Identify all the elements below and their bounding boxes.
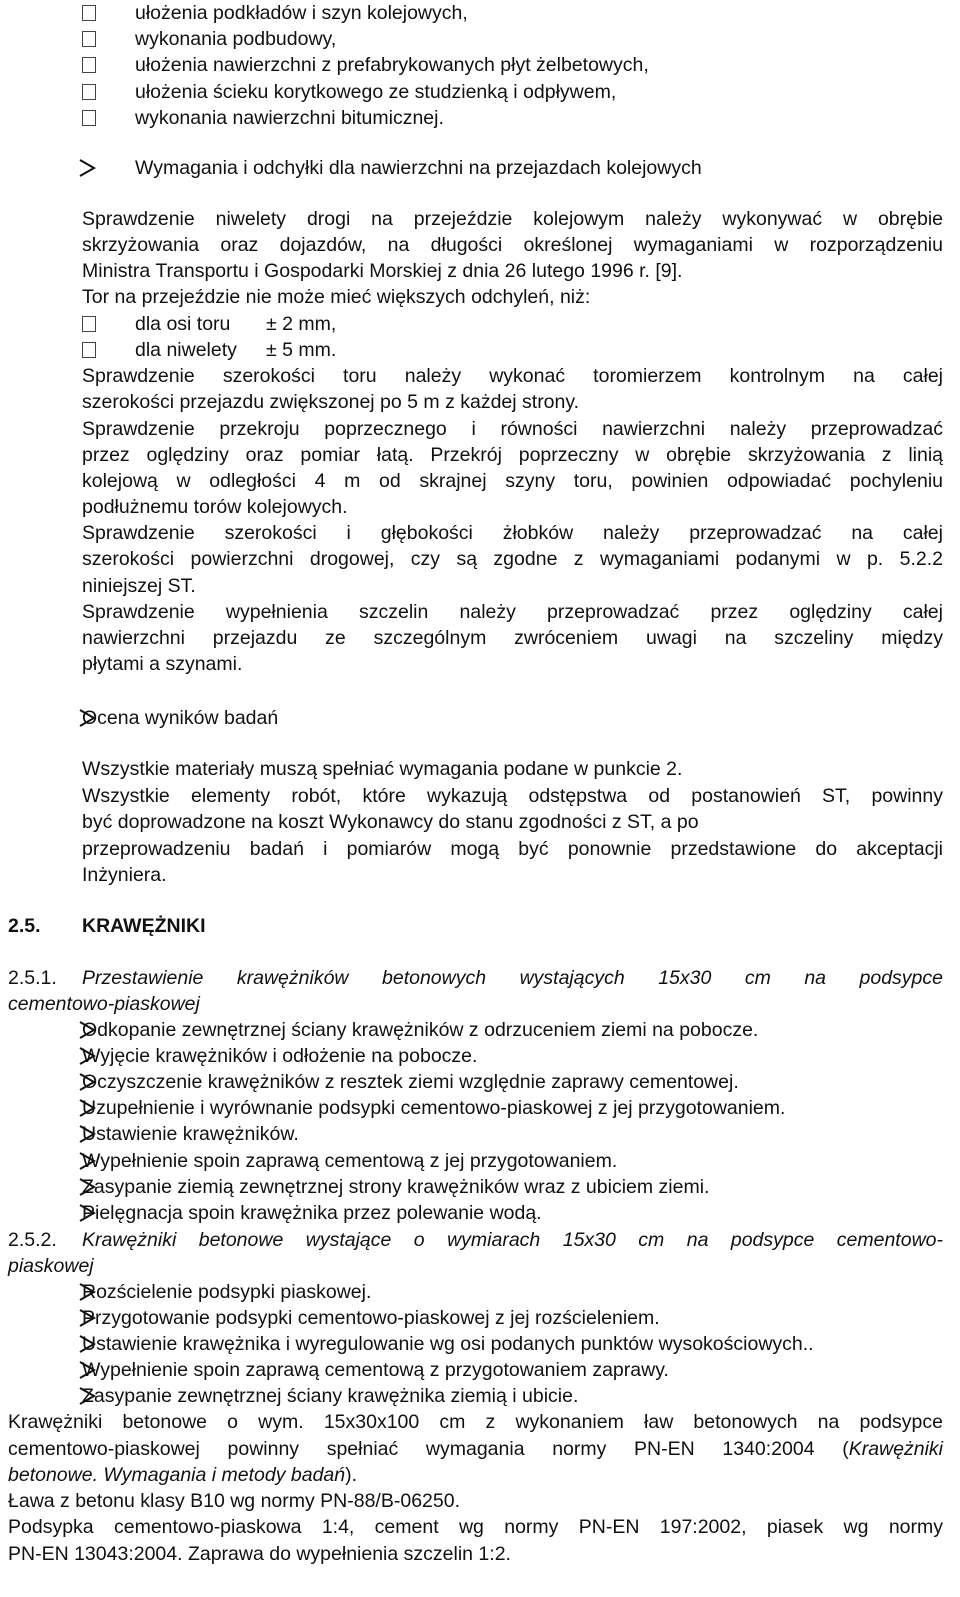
subsection-title-continued: piaskowej <box>8 1255 94 1277</box>
subsection-title-continued: cementowo-piaskowej <box>8 993 200 1015</box>
paragraph-line: płytami a szynami. <box>82 653 243 675</box>
top-item: ułożenia nawierzchni z prefabrykowanych płyt żelbetowych, <box>135 54 649 76</box>
step-item: Ustawienie krawężników. <box>82 1123 299 1145</box>
chapter-title: KRAWĘŻNIKI <box>82 915 206 937</box>
paragraph-line: PN-EN 13043:2004. Zaprawa do wypełnienia szczelin 1:2. <box>8 1543 511 1565</box>
paragraph-line: szerokości przejazdu zwiększonej po 5 m z każdej strony. <box>82 391 580 413</box>
tolerance-label: dla osi toru <box>135 313 231 335</box>
checkbox-bullet-icon <box>82 84 96 100</box>
top-item: ułożenia ścieku korytkowego ze studzienką i odpływem, <box>135 81 617 103</box>
checkbox-bullet-icon <box>82 31 96 47</box>
paragraph-line: podłużnemu torów kolejowych. <box>82 496 348 518</box>
step-item: Rozścielenie podsypki piaskowej. <box>82 1281 372 1303</box>
paragraph-line: nawierzchni przejazdu ze szczególnym zwróceniem uwagi na szczeliny między <box>82 627 943 649</box>
subsection-title: Przestawienie krawężników betonowych wystających 15x30 cm na podsypce <box>82 967 943 989</box>
paragraph-line: przeprowadzeniu badań i pomiarów mogą być ponownie przedstawione do akceptacji <box>82 838 943 860</box>
paragraph-text: ). <box>345 1464 358 1486</box>
subsection-title: Krawężniki betonowe wystające o wymiarach 15x30 cm na podsypce cementowo- <box>82 1229 943 1251</box>
step-item: Uzupełnienie i wyrównanie podsypki cementowo-piaskowej z jej przygotowaniem. <box>82 1097 786 1119</box>
paragraph-line: Wszystkie elementy robót, które wykazują odstępstwa od postanowień ST, powinny <box>82 785 943 807</box>
paragraph-line: Ministra Transportu i Gospodarki Morskiej z dnia 26 lutego 1996 r. [9]. <box>82 260 683 282</box>
top-item: ułożenia podkładów i szyn kolejowych, <box>135 2 468 24</box>
step-item: Wypełnienie spoin zaprawą cementową z przygotowaniem zaprawy. <box>82 1359 669 1381</box>
checkbox-bullet-icon <box>82 110 96 126</box>
section-heading: Ocena wyników badań <box>82 707 279 729</box>
step-item: Odkopanie zewnętrznej ściany krawężników z odrzuceniem ziemi na pobocze. <box>82 1019 759 1041</box>
paragraph-line: skrzyżowania oraz dojazdów, na długości określonej wymaganiami w rozporządzeniu <box>82 234 943 256</box>
standard-title: Krawężniki <box>848 1438 943 1460</box>
top-item: wykonania podbudowy, <box>135 28 337 50</box>
paragraph-line: Sprawdzenie przekroju poprzecznego i równości nawierzchni należy przeprowadzać <box>82 418 943 440</box>
standard-title: betonowe. Wymagania i metody badań <box>8 1464 346 1486</box>
paragraph-line: kolejową w odległości 4 m od skrajnej szyny toru, powinien odpowiadać pochyleniu <box>82 470 943 492</box>
paragraph-line <box>8 1462 357 1489</box>
step-item: Oczyszczenie krawężników z resztek ziemi względnie zaprawy cementowej. <box>82 1071 739 1093</box>
paragraph-line: Sprawdzenie szerokości i głębokości żłobków należy przeprowadzać na całej <box>82 522 943 544</box>
paragraph-line: Wszystkie materiały muszą spełniać wymagania podane w punkcie 2. <box>82 758 683 780</box>
checkbox-bullet-icon <box>82 5 96 21</box>
paragraph-line: Sprawdzenie szerokości toru należy wykonać toromierzem kontrolnym na całej <box>82 365 943 387</box>
tolerance-value: ± 2 mm, <box>266 313 337 335</box>
paragraph-line: przez oględziny oraz pomiar łatą. Przekrój poprzeczny w obrębie skrzyżowania z linią <box>82 444 943 466</box>
paragraph-line: Podsypka cementowo-piaskowa 1:4, cement wg normy PN-EN 197:2002, piasek wg normy <box>8 1516 943 1538</box>
subsection-number: 2.5.1. <box>8 967 57 989</box>
checkbox-bullet-icon <box>82 316 96 332</box>
paragraph-line: Sprawdzenie wypełnienia szczelin należy przeprowadzać przez oględziny całej <box>82 601 943 623</box>
paragraph-line: być doprowadzone na koszt Wykonawcy do stanu zgodności z ST, a po <box>82 811 699 833</box>
tolerance-value: ± 5 mm. <box>266 339 337 361</box>
section-heading: Wymagania i odchyłki dla nawierzchni na przejazdach kolejowych <box>135 157 702 179</box>
paragraph-line: niniejszej ST. <box>82 575 196 597</box>
step-item: Zasypanie zewnętrznej ściany krawężnika ziemią i ubicie. <box>82 1385 579 1407</box>
paragraph-line: Krawężniki betonowe o wym. 15x30x100 cm z wykonaniem ław betonowych na podsypce <box>8 1411 943 1433</box>
step-item: Wyjęcie krawężników i odłożenie na pobocze. <box>82 1045 478 1067</box>
paragraph-line: Ława z betonu klasy B10 wg normy PN-88/B-06250. <box>8 1490 460 1512</box>
checkbox-bullet-icon <box>82 57 96 73</box>
step-item: Pielęgnacja spoin krawężnika przez polewanie wodą. <box>82 1202 542 1224</box>
step-item: Ustawienie krawężnika i wyregulowanie wg osi podanych punktów wysokościowych.. <box>82 1333 814 1355</box>
paragraph-line <box>8 1436 943 1463</box>
subsection-number: 2.5.2. <box>8 1229 57 1251</box>
step-item: Przygotowanie podsypki cementowo-piaskowej z jej rozścieleniem. <box>82 1307 660 1329</box>
checkbox-bullet-icon <box>82 342 96 358</box>
paragraph-line: Sprawdzenie niwelety drogi na przejeździe kolejowym należy wykonywać w obrębie <box>82 208 943 230</box>
paragraph-line: szerokości powierzchni drogowej, czy są zgodne z wymaganiami podanymi w p. 5.2.2 <box>82 548 943 570</box>
step-item: Zasypanie ziemią zewnętrznej strony krawężników wraz z ubiciem ziemi. <box>82 1176 710 1198</box>
top-item: wykonania nawierzchni bitumicznej. <box>135 107 444 129</box>
paragraph-line: Tor na przejeździe nie może mieć większych odchyleń, niż: <box>82 286 591 308</box>
chapter-number: 2.5. <box>8 915 41 937</box>
paragraph-line: Inżyniera. <box>82 864 167 886</box>
arrow-bullet-icon <box>78 158 100 180</box>
tolerance-label: dla niwelety <box>135 339 237 361</box>
paragraph-text: cementowo-piaskowej powinny spełniać wymagania normy PN-EN 1340:2004 ( <box>8 1438 849 1460</box>
step-item: Wypełnienie spoin zaprawą cementową z jej przygotowaniem. <box>82 1150 618 1172</box>
